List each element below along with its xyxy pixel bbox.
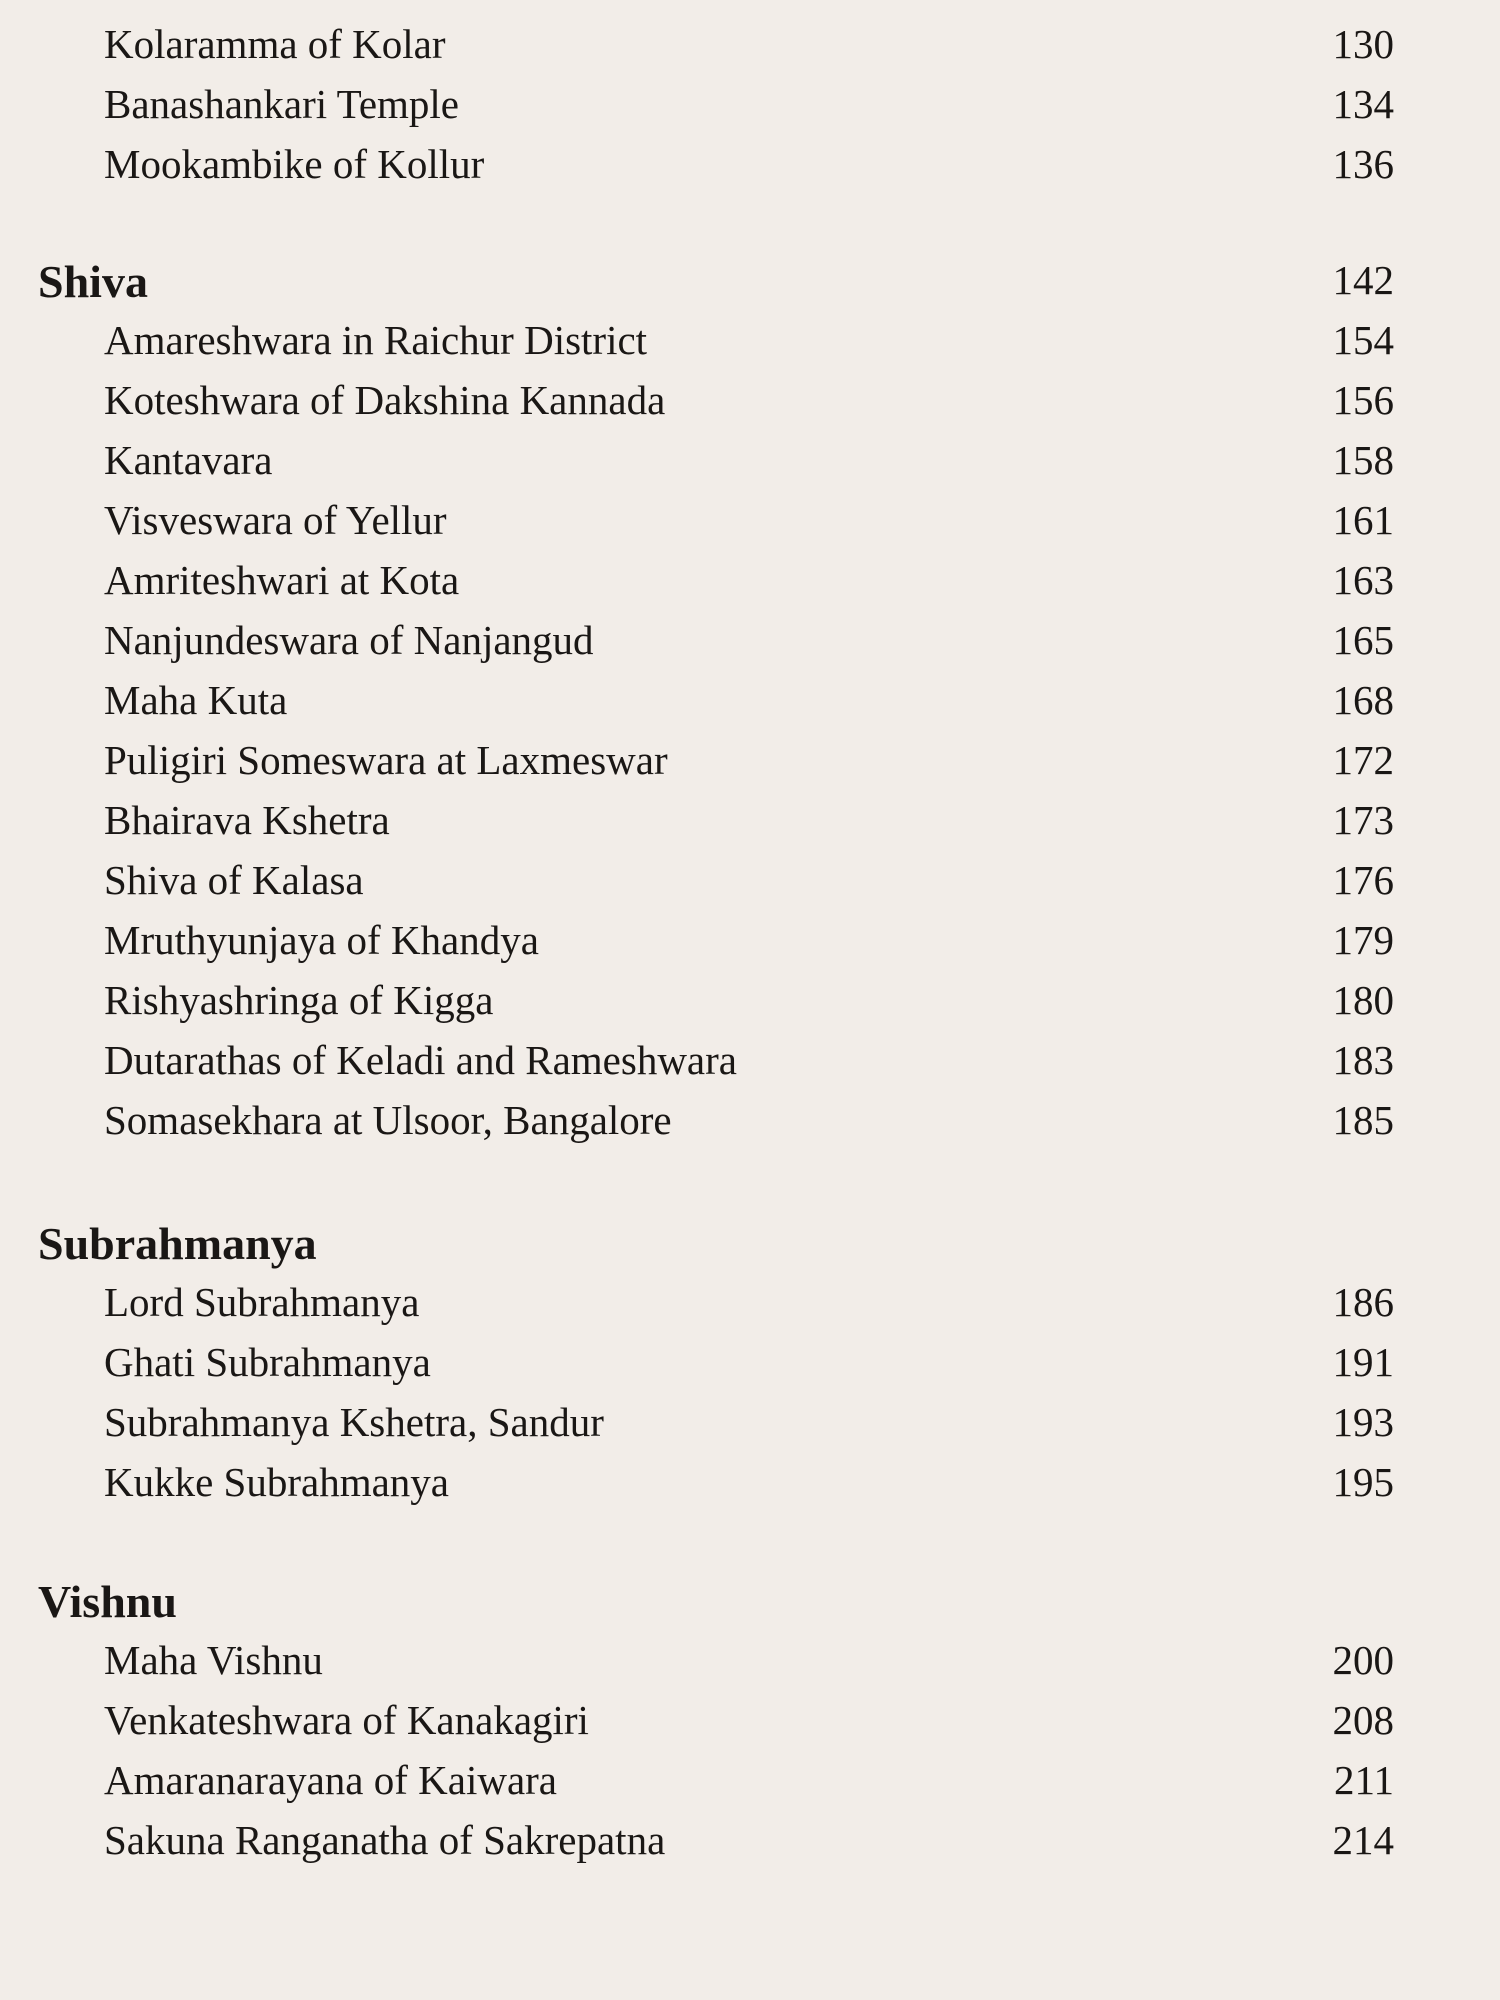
- toc-entry[interactable]: [104, 430, 1394, 490]
- toc-entry[interactable]: [104, 490, 1394, 550]
- toc-entry[interactable]: [104, 134, 1394, 194]
- toc-entry-title: Kolaramma of Kolar: [104, 21, 446, 67]
- toc-entry[interactable]: [104, 1392, 1394, 1452]
- toc-entry[interactable]: [104, 310, 1394, 370]
- toc-entry-page: 130: [1332, 21, 1394, 67]
- toc-entry-page: 208: [1332, 1697, 1394, 1743]
- toc-entry-title: Visveswara of Yellur: [104, 497, 447, 543]
- toc-entry-page: 134: [1332, 81, 1394, 127]
- toc-entry[interactable]: [104, 1030, 1394, 1090]
- toc-entry-page: 195: [1332, 1459, 1394, 1505]
- toc-entry-title: Venkateshwara of Kanakagiri: [104, 1697, 589, 1743]
- toc-entry[interactable]: [104, 1750, 1394, 1810]
- toc-entry-page: 168: [1332, 677, 1394, 723]
- toc-entry-page: 165: [1332, 617, 1394, 663]
- toc-entry-title: Mruthyunjaya of Khandya: [104, 917, 539, 963]
- toc-entry[interactable]: [104, 610, 1394, 670]
- toc-entry-title: Shiva of Kalasa: [104, 857, 364, 903]
- toc-entry[interactable]: [104, 850, 1394, 910]
- toc-entry[interactable]: [104, 1272, 1394, 1332]
- toc-entry-title: Maha Vishnu: [104, 1637, 323, 1683]
- toc-entry-title: Kantavara: [104, 437, 273, 483]
- toc-entry-page: 183: [1332, 1037, 1394, 1083]
- toc-entry-title: Subrahmanya Kshetra, Sandur: [104, 1399, 604, 1445]
- section-heading-vishnu[interactable]: Vishnu: [38, 1576, 177, 1627]
- toc-entry-title: Sakuna Ranganatha of Sakrepatna: [104, 1817, 666, 1863]
- toc-entry[interactable]: [104, 74, 1394, 134]
- toc-entry-page: 154: [1332, 317, 1394, 363]
- toc-entry[interactable]: [104, 1452, 1394, 1512]
- toc-entry[interactable]: [104, 730, 1394, 790]
- toc-entry-page: 173: [1332, 797, 1394, 843]
- toc-entry-page: 214: [1332, 1817, 1394, 1863]
- section-heading-subrahmanya[interactable]: Subrahmanya: [38, 1218, 317, 1269]
- toc-entry-title: Kukke Subrahmanya: [104, 1459, 449, 1505]
- toc-entry-title: Mookambike of Kollur: [104, 141, 485, 187]
- toc-entry-title: Amaranarayana of Kaiwara: [104, 1757, 558, 1803]
- toc-entry-page: 161: [1332, 497, 1394, 543]
- toc-entry-title: Ghati Subrahmanya: [104, 1339, 431, 1385]
- toc-entry[interactable]: [104, 550, 1394, 610]
- section-heading-shiva[interactable]: Shiva: [38, 256, 148, 307]
- toc-entry[interactable]: [104, 970, 1394, 1030]
- toc-entry[interactable]: [104, 1090, 1394, 1150]
- toc-entry-page: 191: [1332, 1339, 1394, 1385]
- toc-entry[interactable]: [104, 1810, 1394, 1870]
- toc-entry[interactable]: [104, 1332, 1394, 1392]
- section-page-number: 142: [1332, 257, 1394, 303]
- toc-entry-page: 193: [1332, 1399, 1394, 1445]
- toc-entry[interactable]: [104, 1690, 1394, 1750]
- toc-entry-page: 172: [1332, 737, 1394, 783]
- toc-entry-title: Amareshwara in Raichur District: [104, 317, 648, 363]
- toc-entry-page: 158: [1332, 437, 1394, 483]
- toc-entry-title: Puligiri Someswara at Laxmeswar: [104, 737, 668, 783]
- toc-entry-page: 163: [1332, 557, 1394, 603]
- toc-section-page: [104, 250, 1394, 310]
- toc-entry-title: Banashankari Temple: [104, 81, 460, 127]
- toc-entry-page: 186: [1332, 1279, 1394, 1325]
- toc-entry-title: Lord Subrahmanya: [104, 1279, 420, 1325]
- toc-entry-title: Rishyashringa of Kigga: [104, 977, 494, 1023]
- toc-entry-title: Maha Kuta: [104, 677, 288, 723]
- toc-entry[interactable]: [104, 1630, 1394, 1690]
- toc-entry[interactable]: [104, 790, 1394, 850]
- toc-entry-page: 179: [1332, 917, 1394, 963]
- toc-entry[interactable]: [104, 370, 1394, 430]
- toc-entry-page: 200: [1332, 1637, 1394, 1683]
- toc-entry-title: Bhairava Kshetra: [104, 797, 390, 843]
- toc-entry-page: 156: [1332, 377, 1394, 423]
- toc-entry-title: Koteshwara of Dakshina Kannada: [104, 377, 666, 423]
- toc-entry[interactable]: [104, 14, 1394, 74]
- toc-entry-page: 185: [1332, 1097, 1394, 1143]
- toc-entry-page: 136: [1332, 141, 1394, 187]
- toc-entry-page: 180: [1332, 977, 1394, 1023]
- toc-entry-title: Amriteshwari at Kota: [104, 557, 460, 603]
- toc-entry-title: Nanjundeswara of Nanjangud: [104, 617, 594, 663]
- toc-entry-title: Somasekhara at Ulsoor, Bangalore: [104, 1097, 672, 1143]
- toc-entry-page: 176: [1332, 857, 1394, 903]
- toc-entry-page: 211: [1334, 1757, 1394, 1803]
- toc-entry[interactable]: [104, 910, 1394, 970]
- toc-entry-title: Dutarathas of Keladi and Rameshwara: [104, 1037, 737, 1083]
- toc-entry[interactable]: [104, 670, 1394, 730]
